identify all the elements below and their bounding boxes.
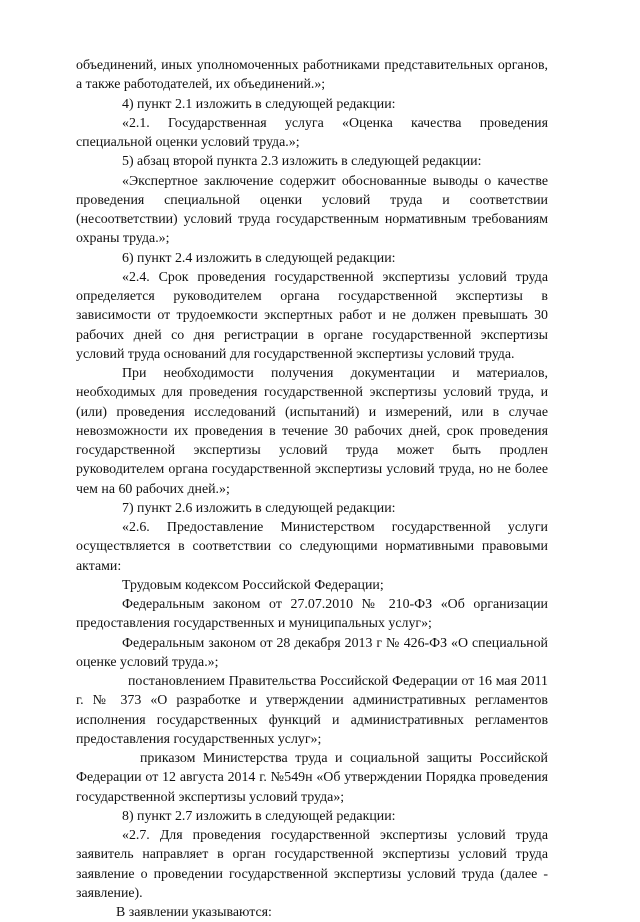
paragraph-8: При необходимости получения документации и материалов, необходимых для проведения государственной экспертизы условий труда, и (или) проведения исследований (испытаний) и измерений, или в случае невозможности их проведения в течение 30 рабочих дней, срок проведения государственной экспертизы условий труда может быть продлен руководителем органа государственной экспертизы условий труда, но не более чем на 60 рабочих дней.»; bbox=[76, 366, 548, 497]
paragraph-5: «Экспертное заключение содержит обоснованные выводы о качестве проведения специальной оценки условий труда и соответствии (несоответствии) условий труда государственным нормативным требованиям охраны труда.»; bbox=[76, 173, 548, 247]
paragraph-18: В заявлении указываются: bbox=[116, 905, 272, 920]
paragraph-14: постановлением Правительства Российской Федерации от 16 мая 2011 г. № 373 «О разработке и утверждении административных регламентов исполнения государственных функций и административных регламентов предоставления государственных услуг»; bbox=[76, 674, 548, 747]
paragraph-17: «2.7. Для проведения государственной экспертизы условий труда заявитель направляет в орган государственной экспертизы условий труда заявление о проведении государственной экспертизы условий труда (далее - заявление). bbox=[76, 828, 548, 901]
paragraph-2: 4) пункт 2.1 изложить в следующей редакции: bbox=[122, 96, 396, 112]
paragraph-3: «2.1. Государственная услуга «Оценка качества проведения специальной оценки условий труда.»; bbox=[76, 115, 548, 150]
paragraph-11: Трудовым кодексом Российской Федерации; bbox=[122, 577, 384, 593]
document-body bbox=[76, 56, 548, 922]
paragraph-15: приказом Министерства труда и социальной защиты Российской Федерации от 12 августа 2014 г. №549н «Об утверждении Порядка проведения государственной экспертизы условий труда»; bbox=[76, 751, 548, 805]
paragraph-6: 6) пункт 2.4 изложить в следующей редакции: bbox=[122, 250, 396, 266]
paragraph-7: «2.4. Срок проведения государственной экспертизы условий труда определяется руководителем органа государственной экспертизы в зависимости от трудоемкости экспертных работ и не должен превышать 30 рабочих дней со дня регистрации в органе государственной экспертизы условий труда оснований для государственной экспертизы условий труда. bbox=[76, 269, 548, 362]
paragraph-12: Федеральным законом от 27.07.2010 № 210-ФЗ «Об организации предоставления государственных и муниципальных услуг»; bbox=[76, 597, 548, 632]
paragraph-16: 8) пункт 2.7 изложить в следующей редакции: bbox=[122, 808, 396, 824]
paragraph-1: объединений, иных уполномоченных работниками представительных органов, а также работодателей, их объединений.»; bbox=[76, 58, 548, 93]
paragraph-9: 7) пункт 2.6 изложить в следующей редакции: bbox=[122, 500, 396, 516]
paragraph-10: «2.6. Предоставление Министерством государственной услуги осуществляется в соответствии со следующими нормативными правовыми актами: bbox=[76, 520, 548, 574]
paragraph-4: 5) абзац второй пункта 2.3 изложить в следующей редакции: bbox=[122, 154, 482, 170]
paragraph-13: Федеральным законом от 28 декабря 2013 г № 426-ФЗ «О специальной оценке условий труда.»; bbox=[76, 635, 548, 670]
